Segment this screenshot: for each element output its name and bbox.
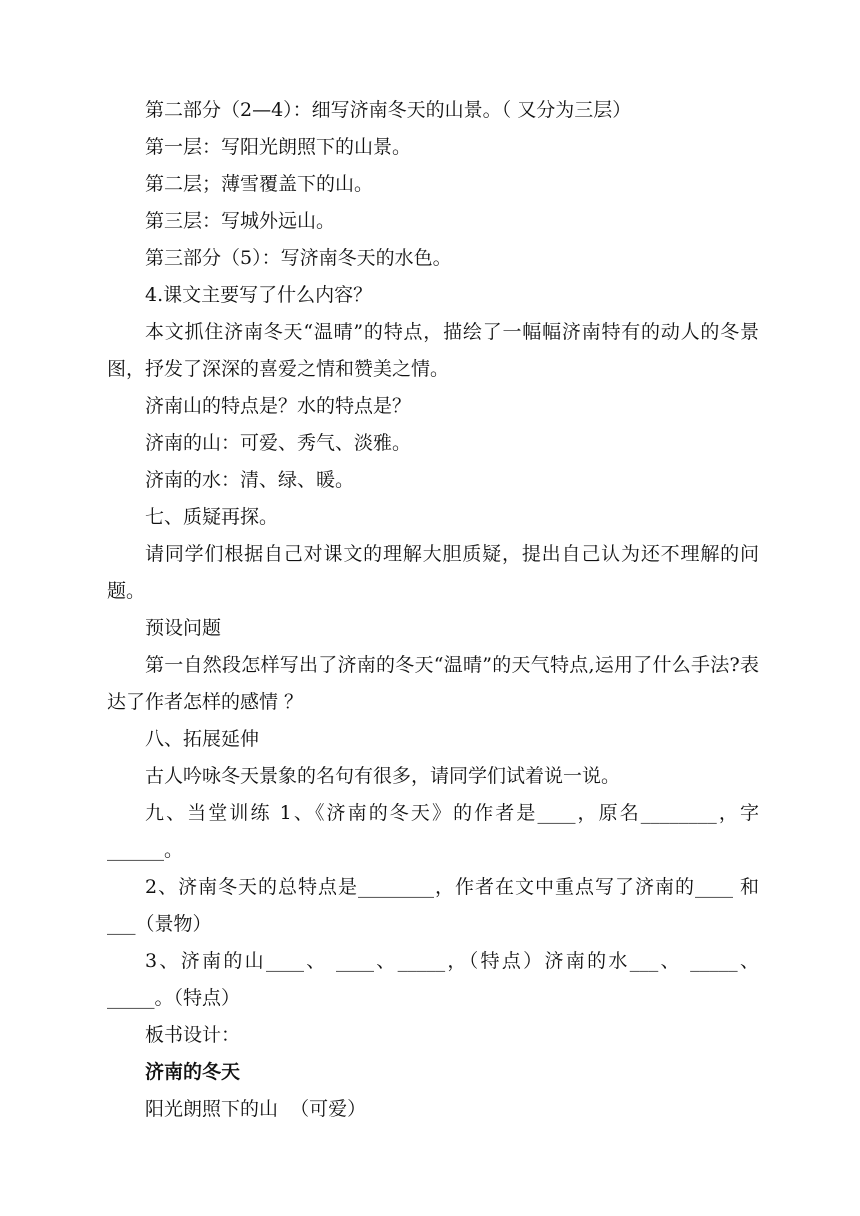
layer-three-line: 第三层：写城外远山。: [145, 210, 336, 232]
section-seven-heading: 七、质疑再探。: [145, 506, 279, 528]
section-eight-instruction: 古人吟咏冬天景象的名句有很多，请同学们试着说一说。: [145, 765, 621, 787]
section-seven-instruction: 请同学们根据自己对课文的理解大胆质疑，提出自己认为还不理解的问题。: [107, 543, 759, 602]
water-features: 济南的水：清、绿、暖。: [145, 469, 355, 491]
preset-question-text: 第一自然段怎样写出了济南的冬天“温晴”的天气特点,运用了什么手法?表达了作者怎样的感情 ？: [107, 654, 759, 713]
question-main-content: 4.课文主要写了什么内容？: [145, 284, 373, 306]
mountain-features: 济南的山：可爱、秀气、淡雅。: [145, 432, 412, 454]
board-design-line: 阳光朗照下的山 （可爱）: [145, 1098, 367, 1120]
question-features: 济南山的特点是？水的特点是？: [145, 395, 412, 417]
document-body: [107, 92, 759, 1128]
section-three-heading: 第三部分（5）：写济南冬天的水色。: [145, 247, 452, 269]
exercise-three: 3、济南的山____、 ____、_____，（特点）济南的水___、 _____、_____。（特点）: [107, 950, 759, 1009]
exercise-one: 九、当堂训练 1、《济南的冬天》的作者是____，原名________，字______。: [107, 802, 759, 861]
exercise-two: 2、济南冬天的总特点是________，作者在文中重点写了济南的____ 和___（景物）: [107, 876, 759, 935]
answer-main-content: 本文抓住济南冬天“温晴”的特点，描绘了一幅幅济南特有的动人的冬景图，抒发了深深的喜爱之情和赞美之情。: [107, 321, 759, 380]
section-two-heading: 第二部分（2—4）：细写济南冬天的山景。（ 又分为三层）: [145, 99, 632, 121]
board-design-label: 板书设计：: [145, 1024, 241, 1046]
layer-one-line: 第一层：写阳光朗照下的山景。: [145, 136, 412, 158]
preset-questions-label: 预设问题: [145, 617, 222, 639]
layer-two-line: 第二层；薄雪覆盖下的山。: [145, 173, 374, 195]
section-eight-heading: 八、拓展延伸: [145, 728, 260, 750]
board-design-title: 济南的冬天: [145, 1061, 241, 1083]
